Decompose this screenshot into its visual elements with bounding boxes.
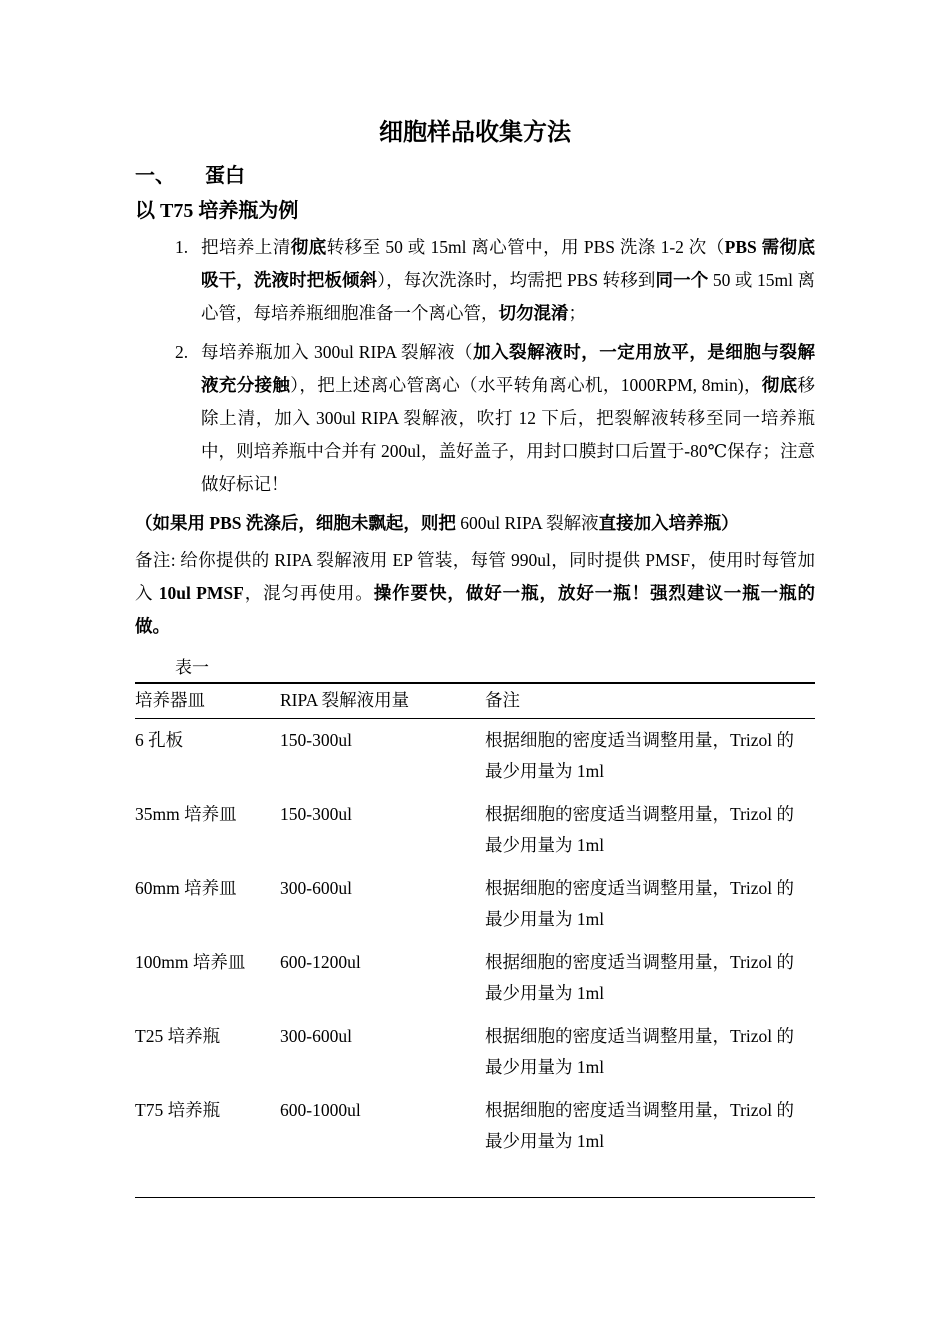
cell-volume: 300-600ul [280, 878, 352, 898]
cell-remark: 根据细胞的密度适当调整用量，Trizol 的最少用量为 1ml [485, 730, 795, 781]
column-header-ripa-volume: RIPA 裂解液用量 [280, 683, 485, 719]
cell-vessel: T75 培养瓶 [135, 1100, 221, 1120]
cell-remark: 根据细胞的密度适当调整用量，Trizol 的最少用量为 1ml [485, 1026, 795, 1077]
table-row [135, 941, 815, 1015]
cell-volume: 600-1200ul [280, 952, 361, 972]
list-item-2 [175, 336, 815, 501]
table-row [135, 719, 815, 794]
list-item-1 [175, 231, 815, 330]
cell-vessel: 60mm 培养皿 [135, 878, 237, 898]
cell-volume: 150-300ul [280, 804, 352, 824]
section-number: 一、 [135, 165, 175, 187]
table-label: 表一 [175, 658, 209, 677]
doc-title: 细胞样品收集方法 [379, 120, 571, 146]
cell-volume: 600-1000ul [280, 1100, 361, 1120]
cell-vessel: T25 培养瓶 [135, 1026, 221, 1046]
cell-vessel: 100mm 培养皿 [135, 952, 246, 972]
cell-remark: 根据细胞的密度适当调整用量，Trizol 的最少用量为 1ml [485, 878, 795, 929]
table-row [135, 1015, 815, 1089]
cell-vessel: 6 孔板 [135, 730, 184, 750]
table-row [135, 1089, 815, 1163]
cell-remark: 根据细胞的密度适当调整用量，Trizol 的最少用量为 1ml [485, 804, 795, 855]
cell-volume: 150-300ul [280, 730, 352, 750]
section-heading [135, 159, 815, 188]
cell-volume: 300-600ul [280, 1026, 352, 1046]
cell-remark: 根据细胞的密度适当调整用量，Trizol 的最少用量为 1ml [485, 952, 795, 1003]
column-header-remark: 备注 [485, 683, 815, 719]
list-item-number: 1. [175, 237, 189, 257]
table-header-row [135, 683, 815, 719]
bottom-rule [135, 1197, 815, 1198]
column-header-vessel: 培养器皿 [135, 683, 280, 719]
section-label: 蛋白 [205, 165, 245, 187]
list-item-text: 每培养瓶加入 300ul RIPA 裂解液（加入裂解液时，一定用放平，是细胞与裂解液充分接触），把上述离心管离心（水平转角离心机，1000RPM, 8min)，彻底移除上清，加入 300ul RIPA 裂解液，吹打 12 下后，把裂解液转移至同一培养瓶中，则培养瓶中合并有 200ul，盖好盖子，用封口膜封口后置于-80℃保存；注意做好标记！ [201, 342, 816, 494]
pbs-note-paragraph: （如果用 PBS 洗涤后，细胞未飘起，则把 600ul RIPA 裂解液直接加入培养瓶） [135, 513, 739, 533]
ordered-list [135, 231, 815, 501]
cell-vessel: 35mm 培养皿 [135, 804, 237, 824]
table-row [135, 793, 815, 867]
subheading: 以 T75 培养瓶为例 [135, 200, 299, 222]
list-item-text: 把培养上清彻底转移至 50 或 15ml 离心管中，用 PBS 洗涤 1-2 次（PBS 需彻底吸干，洗液时把板倾斜），每次洗涤时，均需把 PBS 转移到同一个 50 或 15ml 离心管，每培养瓶细胞准备一个离心管，切勿混淆； [201, 237, 816, 323]
remark-paragraph: 备注: 给你提供的 RIPA 裂解液用 EP 管装，每管 990ul，同时提供 PMSF，使用时每管加入 10ul PMSF，混匀再使用。操作要快，做好一瓶，放好一瓶！强烈建议一瓶一瓶的做。 [135, 550, 816, 636]
data-table [135, 682, 815, 1163]
table-row [135, 867, 815, 941]
cell-remark: 根据细胞的密度适当调整用量，Trizol 的最少用量为 1ml [485, 1100, 795, 1151]
list-item-number: 2. [175, 342, 189, 362]
